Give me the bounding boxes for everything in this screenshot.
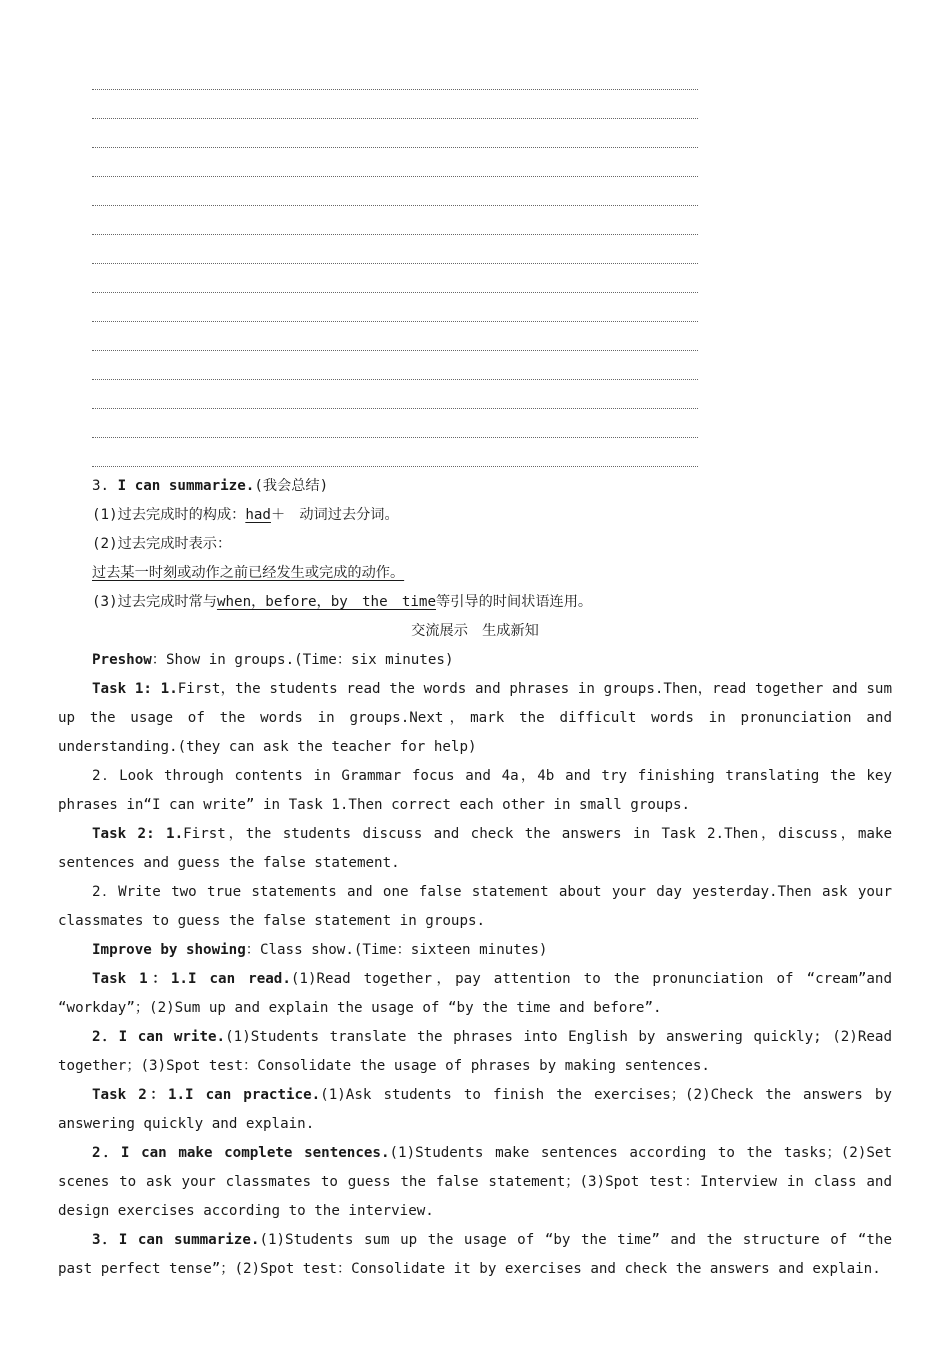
preshow-task2-step2: 2．Write two true statements and one false statement about your day yesterday.Then ask your classmates to guess the false statement in groups. (58, 884, 892, 929)
preshow-task1: Task 1: 1.First，the students read the words and phrases in groups.Then，read together and sum up the usage of the words in groups.Next，mark the difficult words in pronunciation and understanding.(they can ask the teacher for help) (58, 681, 893, 755)
summary-item-2-answer (58, 559, 892, 588)
answer-line (92, 321, 698, 322)
summary-item-1: (1)过去完成时的构成：had＋ 动词过去分词。 (92, 507, 399, 523)
improve-task1: Task 1：1.I can read.(1)Read together，pay attention to the pronunciation of “cream”and “workday”；(2)Sum up and explain the usage of “by the time and before”. (58, 971, 892, 1016)
answer-lines (92, 89, 698, 495)
answer-line (92, 408, 698, 409)
worksheet-content (58, 472, 892, 1284)
answer-line (92, 147, 698, 148)
fill-blank-1: had (245, 507, 271, 523)
summary-item-2: (2)过去完成时表示： (92, 536, 232, 552)
heading-title: I can summarize. (117, 478, 255, 494)
preshow-task1-step2: 2．Look through contents in Grammar focus and 4a，4b and try finishing translating the key phrases in“I can write” in Task 1.Then correct each other in small groups. (58, 768, 892, 813)
heading-note: (我会总结) (254, 478, 329, 494)
answer-line (92, 379, 698, 380)
section3-heading (58, 472, 892, 501)
improve-intro: Improve by showing：Class show.(Time：sixteen minutes) (92, 942, 548, 958)
improve-task2-step2: 2．I can make complete sentences.(1)Students make sentences according to the tasks；(2)Set scenes to ask your classmates to guess the false statement；(3)Spot test：Interview in class and design exercises according to the interview. (58, 1145, 892, 1219)
section-title: 交流展示 生成新知 (411, 623, 539, 639)
summary-item-3: (3)过去完成时常与when，before，by the time等引导的时间状语连用。 (92, 594, 593, 610)
answer-line (92, 205, 698, 206)
answer-line (92, 263, 698, 264)
answer-line (92, 350, 698, 351)
fill-blank-2: 过去某一时刻或动作之前已经发生或完成的动作。 (92, 565, 405, 581)
answer-line (92, 437, 698, 438)
preshow-task2: Task 2: 1.First，the students discuss and check the answers in Task 2.Then，discuss，make sentences and guess the false statement. (58, 826, 892, 871)
answer-line (92, 89, 698, 90)
answer-line (92, 234, 698, 235)
improve-task1-step2: 2．I can write.(1)Students translate the phrases into English by answering quickly; (2)Read together；(3)Spot test：Consolidate the usage of phrases by making sentences. (58, 1029, 892, 1074)
answer-line (92, 466, 698, 467)
answer-line (92, 176, 698, 177)
fill-blank-3: when，before，by the time (216, 594, 436, 610)
heading-number: 3. (92, 478, 110, 494)
answer-line (92, 118, 698, 119)
improve-task2-step3: 3．I can summarize.(1)Students sum up the usage of “by the time” and the structure of “the past perfect tense”；(2)Spot test：Consolidate it by exercises and check the answers and explain. (58, 1232, 892, 1277)
preshow-intro: Preshow：Show in groups.(Time：six minutes) (92, 652, 454, 668)
answer-line (92, 292, 698, 293)
improve-task2: Task 2：1.I can practice.(1)Ask students to finish the exercises；(2)Check the answers by answering quickly and explain. (58, 1087, 892, 1132)
